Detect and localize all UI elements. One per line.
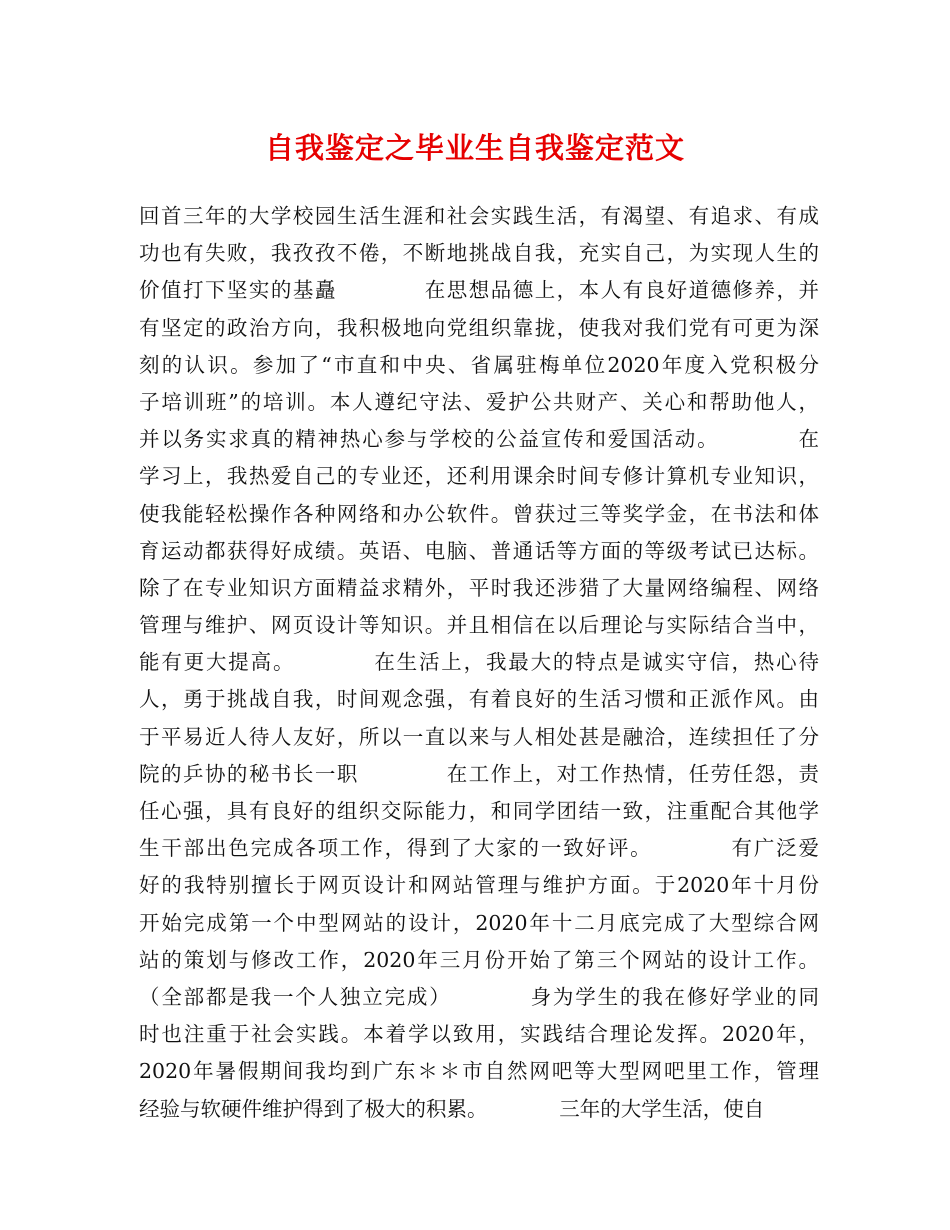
body-line: 育运动都获得好成绩。英语、电脑、普通话等方面的等级考试已达标。 — [139, 538, 819, 563]
body-line: 除了在专业知识方面精益求精外，平时我还涉猎了大量网络编程、网络 — [139, 575, 819, 600]
body-line: 经验与软硬件维护得到了极大的积累。 三年的大学生活，使自 — [139, 1096, 765, 1121]
body-line: 时也注重于社会实践。本着学以致用，实践结合理论发挥。2020年， — [139, 1022, 819, 1047]
body-line: 子培训班”的培训。本人遵纪守法、爱护公共财产、关心和帮助他人， — [139, 389, 819, 414]
body-line: 好的我特别擅长于网页设计和网站管理与维护方面。于2020年十月份 — [139, 873, 819, 898]
body-line: 价值打下坚实的基矗 在思想品德上，本人有良好道德修养，并 — [139, 278, 819, 303]
body-line: （全部都是我一个人独立完成） 身为学生的我在修好学业的同 — [139, 984, 819, 1009]
body-line: 于平易近人待人友好，所以一直以来与人相处甚是融洽，连续担任了分 — [139, 724, 819, 749]
body-line: 回首三年的大学校园生活生涯和社会实践生活，有渴望、有追求、有成 — [139, 204, 819, 228]
body-line: 学习上，我热爱自己的专业还，还利用课余时间专修计算机专业知识， — [139, 464, 819, 489]
body-line: 生干部出色完成各项工作，得到了大家的一致好评。 有广泛爱 — [139, 836, 819, 861]
body-line: 能有更大提高。 在生活上，我最大的特点是诚实守信，热心待 — [139, 650, 819, 675]
body-line: 开始完成第一个中型网站的设计，2020年十二月底完成了大型综合网 — [139, 910, 819, 935]
body-line: 站的策划与修改工作，2020年三月份开始了第三个网站的设计工作。 — [139, 947, 819, 972]
body-line: 有坚定的政治方向，我积极地向党组织靠拢，使我对我们党有可更为深 — [139, 315, 819, 340]
body-line: 2020年暑假期间我均到广东＊＊市自然网吧等大型网吧里工作，管理 — [139, 1059, 819, 1084]
document-title: 自我鉴定之毕业生自我鉴定范文 — [264, 131, 685, 165]
body-line: 并以务实求真的精神热心参与学校的公益宣传和爱国活动。 在 — [139, 427, 819, 452]
document-body — [139, 198, 819, 1128]
body-line: 任心强，具有良好的组织交际能力，和同学团结一致，注重配合其他学 — [139, 799, 819, 823]
body-line: 使我能轻松操作各种网络和办公软件。曾获过三等奖学金，在书法和体 — [139, 501, 819, 526]
body-line: 人，勇于挑战自我，时间观念强，有着良好的生活习惯和正派作风。由 — [139, 687, 819, 712]
body-line: 管理与维护、网页设计等知识。并且相信在以后理论与实际结合当中， — [139, 613, 819, 638]
body-line: 刻的认识。参加了“市直和中央、省属驻梅单位2020年度入党积极分 — [139, 352, 819, 377]
body-line: 院的乒协的秘书长一职 在工作上，对工作热情，任劳任怨，责 — [139, 761, 819, 786]
body-line: 功也有失败，我孜孜不倦，不断地挑战自我，充实自己，为实现人生的 — [139, 241, 819, 266]
